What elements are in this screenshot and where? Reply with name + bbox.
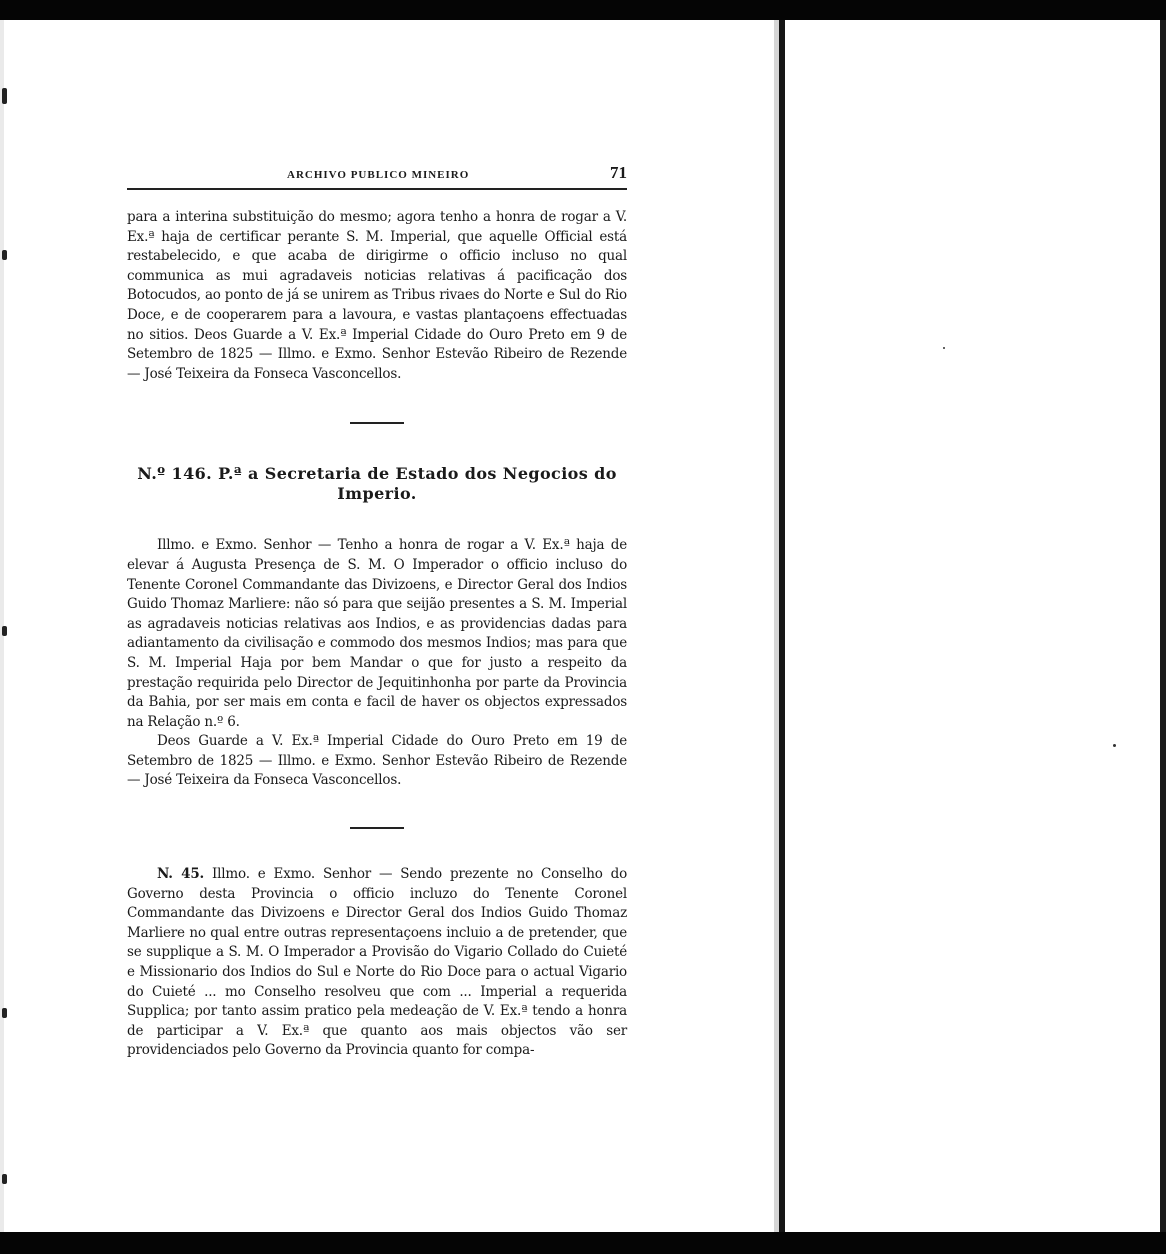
paragraph-continuation: para a interina substituição do mesmo; agora tenho a honra de rogar a V. Ex.ª haja de certificar perante S. M. Imperial, que aquelle Official está restabelecido, e que acaba de dirigirme o officio incluso no qual communica as mui agradaveis noticias relativas á pacificação dos Botocudos, ao ponto de já se unirem as Tribus rivaes do Norte e Sul do Rio Doce, e de cooperarem para a lavoura, e vastas plantaçoens effectuadas no sitios. Deos Guarde a V. Ex.ª Imperial Cidade do Ouro Preto em 9 de Setembro de 1825 — Illmo. e Exmo. Senhor Estevão Ribeiro de Rezende — José Teixeira da Fonseca Vasconcellos. xyxy=(127,209,627,382)
scan-edge-mark xyxy=(2,1174,7,1184)
scan-edge-mark xyxy=(2,1008,7,1018)
running-head xyxy=(127,160,627,184)
section-divider xyxy=(350,422,404,424)
document-number: N. 45. xyxy=(157,866,205,883)
letter-closing: Deos Guarde a V. Ex.ª Imperial Cidade do Ouro Preto em 19 de Setembro de 1825 — Illmo. e Exmo. Senhor Estevão Ribeiro de Rezende — José Teixeira da Fonseca Vasconcellos. xyxy=(127,733,627,789)
section-heading: N.º 146. P.ª a Secretaria de Estado dos Negocios do Imperio. xyxy=(137,464,617,504)
section-divider xyxy=(350,827,404,829)
scan-right-edge xyxy=(1160,20,1166,1232)
scan-speck xyxy=(943,347,945,349)
book-spine xyxy=(779,20,785,1232)
scan-edge-mark xyxy=(2,88,7,104)
scan-edge-mark xyxy=(2,250,7,260)
document-paragraph xyxy=(127,865,627,1061)
header-rule xyxy=(127,188,627,190)
page-number: 71 xyxy=(610,163,627,182)
document-text: Illmo. e Exmo. Senhor — Sendo prezente no Conselho do Governo desta Provincia o officio incluzo do Tenente Coronel Commandante das Divizoens e Director Geral dos Indios Guido Thomaz Marliere no qual entre outras representaçoens incluio a de pretender, que se supplique a S. M. O Imperador a Provisão do Vigario Collado do Cuieté e Missionario dos Indios do Sul e Norte do Rio Doce para o actual Vigario do Cuieté ... mo Conselho resolveu que com ... Imperial a requerida Supplica; por tanto assim pratico pela medeação de V. Ex.ª tendo a honra de participar a V. Ex.ª que quanto aos mais objectos vão ser providenciados pelo Governo da Provincia quanto for compa- xyxy=(127,866,627,1059)
scan-top-border xyxy=(0,0,1166,20)
running-title: ARCHIVO PUBLICO MINEIRO xyxy=(287,169,470,181)
book-page xyxy=(127,160,627,1061)
scan-bottom-border xyxy=(0,1232,1166,1254)
letter-paragraph: Illmo. e Exmo. Senhor — Tenho a honra de rogar a V. Ex.ª haja de elevar á Augusta Presença de S. M. O Imperador o officio incluso do Tenente Coronel Commandante das Divizoens, e Director Geral dos Indios Guido Thomaz Marliere: não só para que seijão presentes a S. M. Imperial as agradaveis noticias relativas aos Indios, e as providencias dadas para adiantamento da civilisação e commodo dos mesmos Indios; mas para que S. M. Imperial Haja por bem Mandar o que for justo a respeito da prestação requirida pelo Director de Jequitinhonha por parte da Provincia da Bahia, por ser mais em conta e facil de haver os objectos expressados na Relação n.º 6. xyxy=(127,537,627,730)
scan-speck xyxy=(1113,744,1116,747)
scan-edge-mark xyxy=(2,626,7,636)
